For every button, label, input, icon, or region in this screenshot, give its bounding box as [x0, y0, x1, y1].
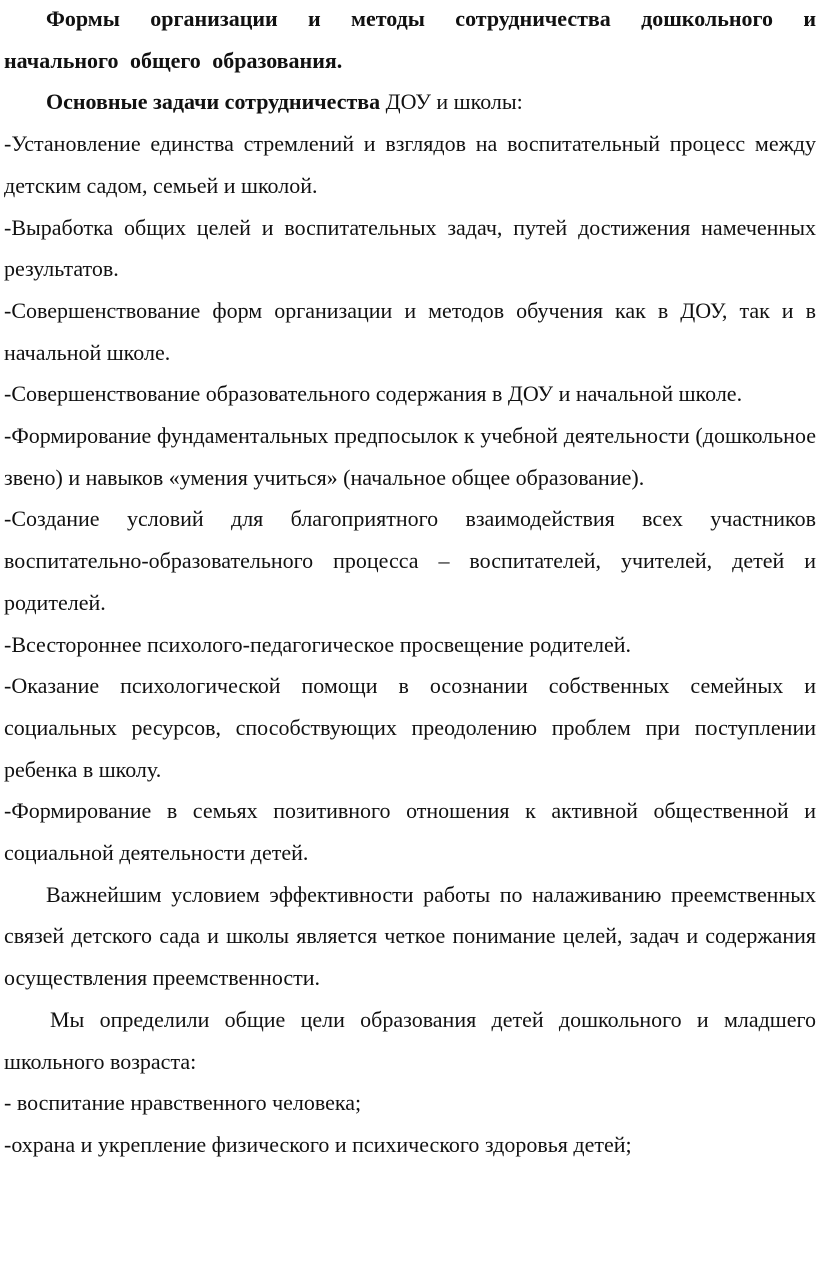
task-item: -Установление единства стремлений и взглядов на воспитательный процесс между детским садом, семьей и школой. [4, 131, 816, 198]
task-item: -Создание условий для благоприятного взаимодействия всех участников воспитательно-образовательного процесса – воспитателей, учителей, детей и родителей. [4, 506, 816, 615]
tasks-heading-rest: ДОУ и школы: [380, 89, 523, 115]
task-item: -Формирование в семьях позитивного отношения к активной общественной и социальной деятельности детей. [4, 798, 816, 866]
document-title: Формы организации и методы сотрудничества дошкольного и начального общего образования. [4, 6, 816, 73]
paragraph-goals: Мы определили общие цели образования детей дошкольного и младшего школьного возраста: [4, 1006, 816, 1074]
task-item: -Оказание психологической помощи в осознании собственных семейных и социальных ресурсов, способствующих преодолению проблем при поступлении ребенка в школу. [4, 673, 816, 782]
task-item: -Совершенствование образовательного содержания в ДОУ и начальной школе. [4, 381, 743, 407]
task-item: -Формирование фундаментальных предпосылок к учебной деятельности (дошкольное звено) и навыков «умения учиться» (начальное общее образование). [4, 423, 816, 490]
goal-item: - воспитание нравственного человека; [4, 1090, 362, 1116]
paragraph-condition: Важнейшим условием эффективности работы по налаживанию преемственных связей детского сада и школы является четкое понимание целей, задач и содержания осуществления преемственности. [4, 881, 816, 991]
tasks-heading [4, 81, 816, 123]
task-item: -Выработка общих целей и воспитательных задач, путей достижения намеченных результатов. [4, 214, 816, 282]
goal-item: -охрана и укрепление физического и психического здоровья детей; [4, 1131, 632, 1157]
tasks-heading-bold: Основные задачи сотрудничества [46, 89, 381, 115]
task-item: -Всестороннее психолого-педагогическое просвещение родителей. [4, 631, 632, 657]
task-item: -Совершенствование форм организации и методов обучения как в ДОУ, так и в начальной школе. [4, 297, 816, 365]
